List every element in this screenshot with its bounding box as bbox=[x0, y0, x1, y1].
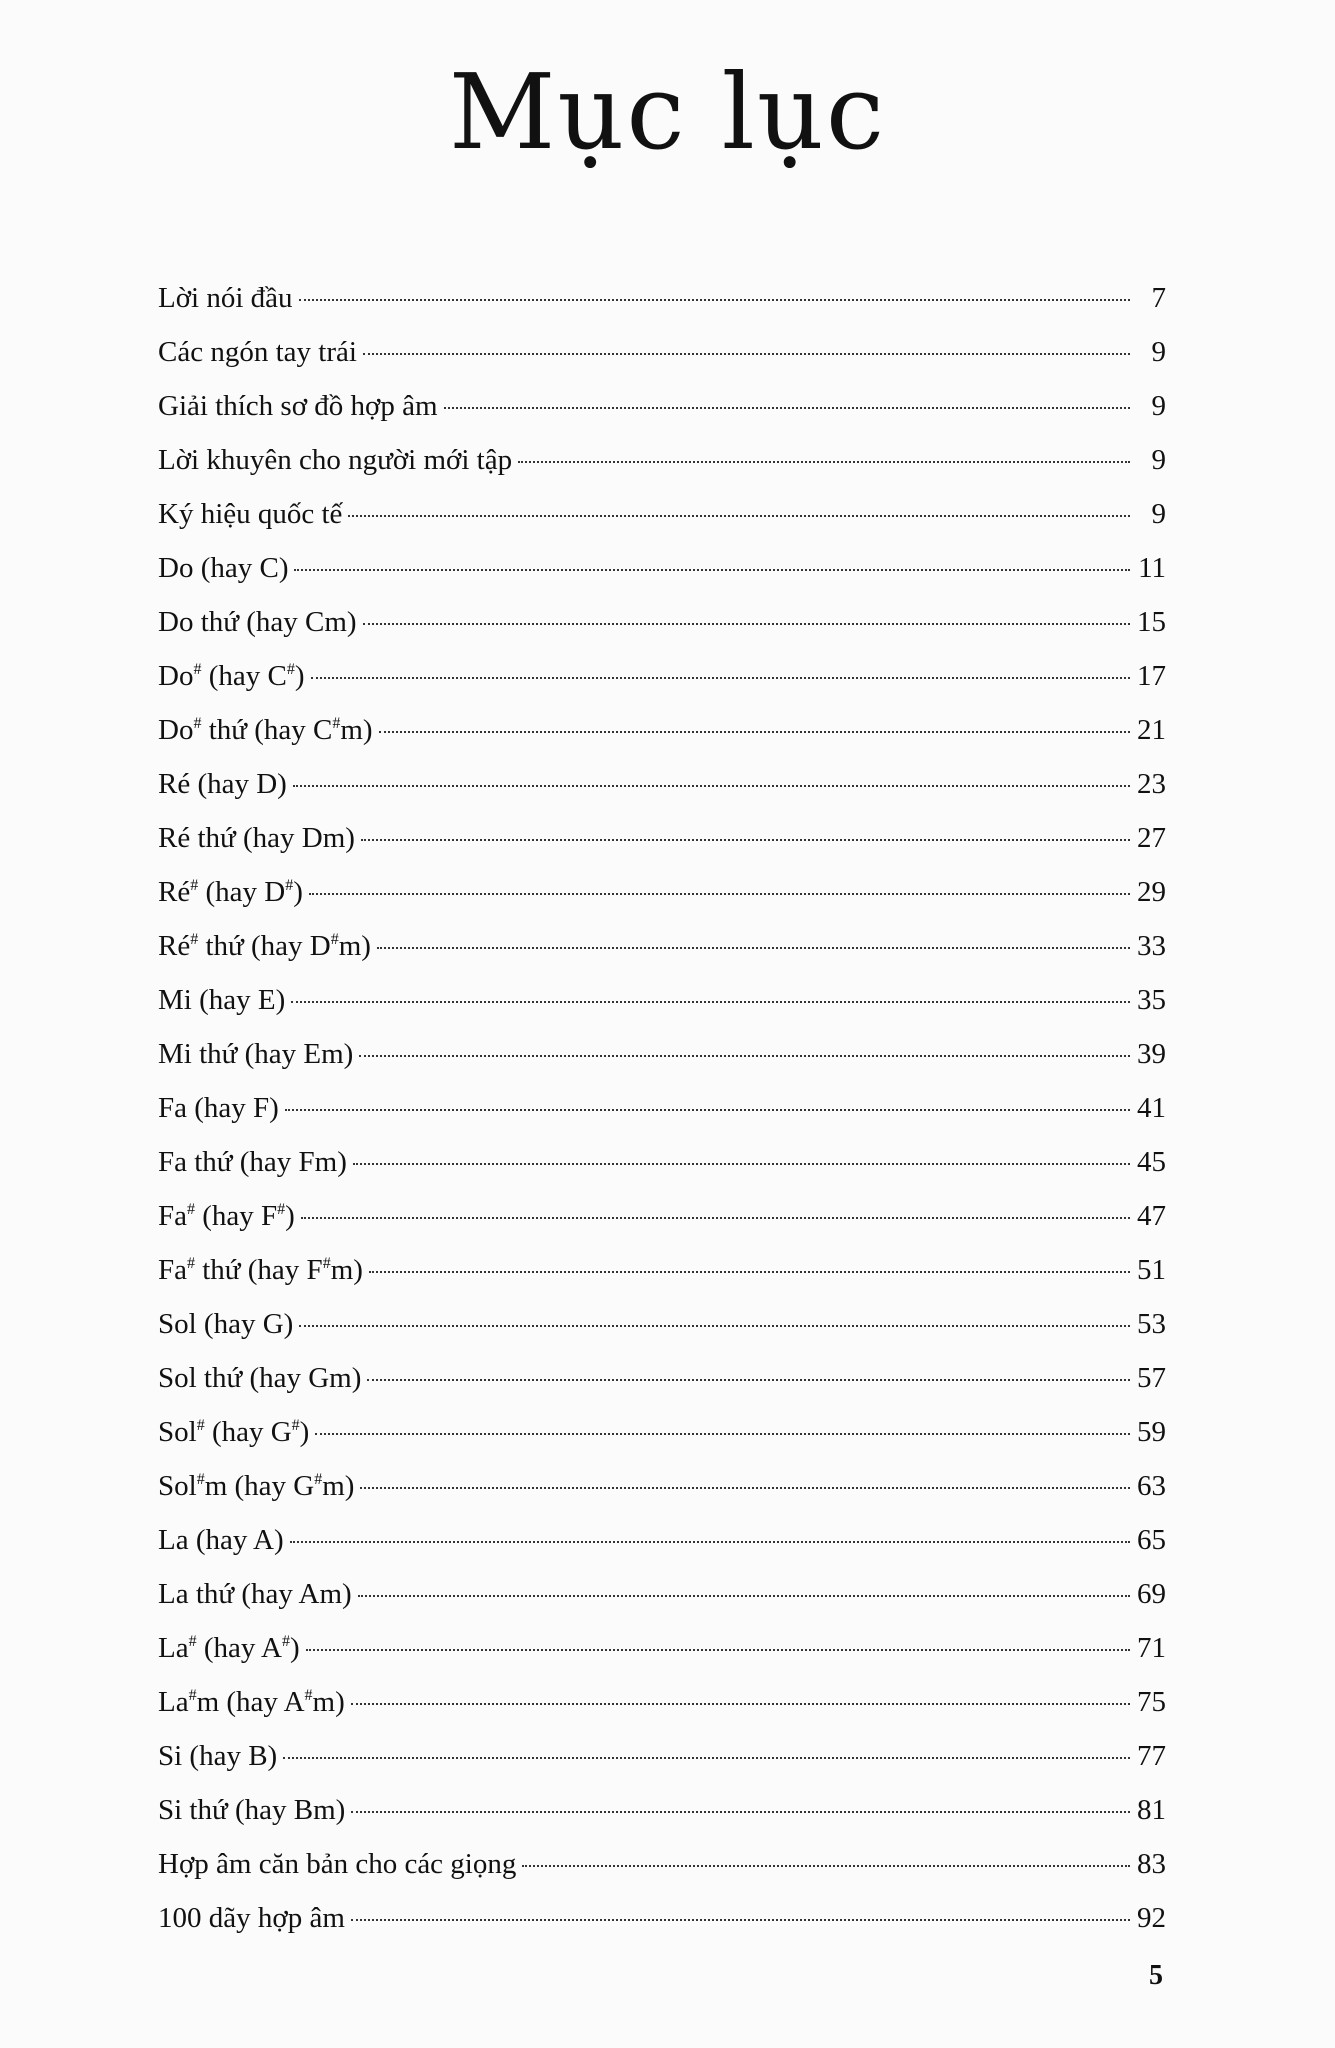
toc-entry bbox=[158, 282, 1166, 336]
toc-entry-page: 35 bbox=[1137, 984, 1166, 1016]
dot-leader bbox=[306, 1649, 1130, 1651]
toc-entry-text: m (hay G bbox=[204, 1470, 315, 1502]
toc-entry bbox=[158, 1470, 1166, 1524]
toc-entry bbox=[158, 444, 1166, 498]
toc-entry bbox=[158, 1308, 1166, 1362]
toc-entry-page: 9 bbox=[1151, 498, 1166, 530]
dot-leader bbox=[522, 1865, 1130, 1867]
toc-entry-title bbox=[158, 444, 514, 477]
toc-entry-title bbox=[158, 390, 440, 423]
toc-entry bbox=[158, 1740, 1166, 1794]
dot-leader bbox=[351, 1919, 1130, 1921]
toc-entry-title bbox=[158, 1848, 518, 1881]
toc-entry-text: Hợp âm căn bản cho các giọng bbox=[158, 1848, 517, 1880]
sharp-superscript: # bbox=[187, 1255, 195, 1272]
toc-entry-text: Do thứ (hay Cm) bbox=[158, 606, 357, 638]
toc-entry-title bbox=[158, 1794, 347, 1827]
toc-entry bbox=[158, 1092, 1166, 1146]
toc-entry-text: La bbox=[158, 1632, 189, 1664]
toc-entry-title bbox=[158, 1740, 279, 1773]
dot-leader bbox=[285, 1109, 1130, 1111]
sharp-superscript: # bbox=[314, 1471, 323, 1488]
toc-entry-text: Sol thứ (hay Gm) bbox=[158, 1362, 362, 1394]
toc-entry-title bbox=[158, 1308, 295, 1341]
toc-entry-page: 57 bbox=[1137, 1362, 1166, 1394]
toc-entry-page: 33 bbox=[1137, 930, 1166, 962]
toc-entry bbox=[158, 552, 1166, 606]
toc-entry-page: 45 bbox=[1137, 1146, 1166, 1178]
toc-entry-page: 9 bbox=[1151, 336, 1166, 368]
toc-entry-page: 53 bbox=[1137, 1308, 1166, 1340]
dot-leader bbox=[518, 461, 1130, 463]
toc-entry-title bbox=[158, 1686, 347, 1719]
toc-entry-text: Ré (hay D) bbox=[158, 768, 287, 800]
dot-leader bbox=[290, 1541, 1130, 1543]
toc-entry bbox=[158, 930, 1166, 984]
toc-entry-title bbox=[158, 1200, 297, 1233]
toc-entry bbox=[158, 1524, 1166, 1578]
toc-entry-title bbox=[158, 1578, 354, 1611]
toc-entry bbox=[158, 1848, 1166, 1902]
dot-leader bbox=[294, 569, 1130, 571]
toc-entry-text: Do (hay C) bbox=[158, 552, 289, 584]
toc-entry-page: 29 bbox=[1137, 876, 1166, 908]
sharp-superscript: # bbox=[193, 661, 202, 678]
toc-entry-text: Lời khuyên cho người mới tập bbox=[158, 444, 513, 476]
toc-entry-text: ) bbox=[285, 1200, 295, 1232]
toc-entry-page: 39 bbox=[1137, 1038, 1166, 1070]
toc-entry bbox=[158, 1416, 1166, 1470]
toc-entry-page: 9 bbox=[1151, 444, 1166, 476]
toc-entry-text: La (hay A) bbox=[158, 1524, 284, 1556]
sharp-superscript: # bbox=[190, 877, 199, 894]
dot-leader bbox=[299, 1325, 1130, 1327]
sharp-superscript: # bbox=[330, 931, 339, 948]
toc-entry bbox=[158, 336, 1166, 390]
toc-entry-text: ) bbox=[289, 1632, 300, 1664]
toc-entry-page: 9 bbox=[1151, 390, 1166, 422]
toc-entry bbox=[158, 876, 1166, 930]
dot-leader bbox=[363, 353, 1130, 355]
toc-entry-text: Do bbox=[158, 714, 194, 746]
toc-entry-page: 59 bbox=[1137, 1416, 1166, 1448]
toc-entry bbox=[158, 1794, 1166, 1848]
dot-leader bbox=[358, 1595, 1130, 1597]
toc-entry-text: thứ (hay C bbox=[201, 714, 333, 746]
toc-entry bbox=[158, 660, 1166, 714]
page-title: Mục lục bbox=[448, 51, 887, 173]
toc-entry-page: 47 bbox=[1137, 1200, 1166, 1232]
toc-entry-text: Ký hiệu quốc tế bbox=[158, 498, 343, 530]
toc-entry-text: thứ (hay F bbox=[195, 1254, 323, 1286]
sharp-superscript: # bbox=[286, 661, 295, 678]
page-number: 5 bbox=[1149, 1960, 1163, 1991]
toc-entry-page: 69 bbox=[1137, 1578, 1166, 1610]
toc-entry-text: Fa bbox=[158, 1200, 187, 1232]
toc-entry-title bbox=[158, 876, 305, 909]
toc-entry-text: Fa thứ (hay Fm) bbox=[158, 1146, 347, 1178]
toc-entry-text: Các ngón tay trái bbox=[158, 336, 357, 368]
toc-entry-page: 83 bbox=[1137, 1848, 1166, 1880]
toc-entry-title bbox=[158, 498, 344, 531]
toc-entry-title bbox=[158, 1416, 311, 1449]
sharp-superscript: # bbox=[281, 1633, 290, 1650]
toc-entry-title bbox=[158, 1254, 365, 1287]
toc-entry bbox=[158, 1578, 1166, 1632]
dot-leader bbox=[309, 893, 1130, 895]
toc-entry-text: ) bbox=[294, 660, 305, 692]
sharp-superscript: # bbox=[196, 1471, 205, 1488]
toc-entry-page: 7 bbox=[1151, 282, 1166, 314]
toc-entry-text: Ré bbox=[158, 930, 191, 962]
toc-entry-title bbox=[158, 714, 375, 747]
toc-entry-title bbox=[158, 1038, 355, 1071]
toc-entry bbox=[158, 1146, 1166, 1200]
dot-leader bbox=[377, 947, 1130, 949]
toc-entry-text: m (hay A bbox=[196, 1686, 305, 1718]
toc-entry-title bbox=[158, 336, 359, 369]
toc-entry-text: Giải thích sơ đồ hợp âm bbox=[158, 390, 438, 422]
toc-entry-text: Fa (hay F) bbox=[158, 1092, 279, 1124]
toc-entry bbox=[158, 1362, 1166, 1416]
toc-entry-page: 15 bbox=[1137, 606, 1166, 638]
toc-entry-title bbox=[158, 822, 357, 855]
sharp-superscript: # bbox=[304, 1687, 313, 1704]
toc-entry-page: 23 bbox=[1137, 768, 1166, 800]
sharp-superscript: # bbox=[193, 715, 202, 732]
toc-entry-text: ) bbox=[299, 1416, 310, 1448]
dot-leader bbox=[367, 1379, 1130, 1381]
toc-entry-text: Sol (hay G) bbox=[158, 1308, 294, 1340]
toc-entry-page: 41 bbox=[1137, 1092, 1166, 1124]
toc-entry-page: 92 bbox=[1137, 1902, 1166, 1934]
toc-entry-title bbox=[158, 282, 295, 315]
toc-entry-title bbox=[158, 1470, 356, 1503]
sharp-superscript: # bbox=[332, 715, 341, 732]
toc-entry-text: La thứ (hay Am) bbox=[158, 1578, 352, 1610]
toc-entry-page: 65 bbox=[1137, 1524, 1166, 1556]
dot-leader bbox=[311, 677, 1131, 679]
toc-entry-text: Si (hay B) bbox=[158, 1740, 278, 1772]
toc-entry-text: Ré thứ (hay Dm) bbox=[158, 822, 355, 854]
toc-entry-title bbox=[158, 1362, 363, 1395]
toc-entry-text: m) bbox=[340, 714, 373, 746]
toc-entry-text: m) bbox=[338, 930, 371, 962]
toc-entry-page: 27 bbox=[1137, 822, 1166, 854]
toc-entry-title bbox=[158, 1632, 302, 1665]
toc-entry-text: (hay F bbox=[195, 1200, 278, 1232]
toc-entry-title bbox=[158, 768, 289, 801]
toc-entry bbox=[158, 1686, 1166, 1740]
toc-entry-title bbox=[158, 984, 287, 1017]
toc-entry-text: (hay D bbox=[198, 876, 286, 908]
toc-entry bbox=[158, 822, 1166, 876]
toc-entry-title bbox=[158, 1092, 281, 1125]
sharp-superscript: # bbox=[188, 1633, 197, 1650]
toc-entry bbox=[158, 768, 1166, 822]
toc-entry-title bbox=[158, 660, 307, 693]
dot-leader bbox=[361, 839, 1130, 841]
toc-entry-text: (hay A bbox=[196, 1632, 282, 1664]
toc-entry bbox=[158, 1200, 1166, 1254]
toc-entry bbox=[158, 984, 1166, 1038]
dot-leader bbox=[379, 731, 1130, 733]
dot-leader bbox=[351, 1703, 1130, 1705]
toc-entry-text: m) bbox=[322, 1470, 355, 1502]
table-of-contents bbox=[158, 282, 1166, 1956]
toc-entry bbox=[158, 1038, 1166, 1092]
sharp-superscript: # bbox=[277, 1201, 286, 1218]
dot-leader bbox=[353, 1163, 1130, 1165]
toc-entry-page: 17 bbox=[1137, 660, 1166, 692]
toc-entry-text: Ré bbox=[158, 876, 191, 908]
toc-entry-title bbox=[158, 1146, 349, 1179]
toc-entry-page: 63 bbox=[1137, 1470, 1166, 1502]
toc-entry-text: ) bbox=[293, 876, 303, 908]
toc-entry-text: m) bbox=[330, 1254, 363, 1286]
toc-entry-text: Fa bbox=[158, 1254, 187, 1286]
toc-entry bbox=[158, 714, 1166, 768]
toc-entry-page: 75 bbox=[1137, 1686, 1166, 1718]
toc-entry-text: (hay C bbox=[201, 660, 287, 692]
toc-entry bbox=[158, 390, 1166, 444]
toc-entry-page: 11 bbox=[1138, 552, 1166, 584]
toc-entry bbox=[158, 1254, 1166, 1308]
toc-entry-page: 81 bbox=[1137, 1794, 1166, 1826]
sharp-superscript: # bbox=[322, 1255, 331, 1272]
toc-entry-title bbox=[158, 1524, 286, 1557]
dot-leader bbox=[359, 1055, 1130, 1057]
sharp-superscript: # bbox=[190, 931, 199, 948]
dot-leader bbox=[315, 1433, 1130, 1435]
toc-entry-text: m) bbox=[312, 1686, 345, 1718]
toc-entry-text: Sol bbox=[158, 1470, 197, 1502]
toc-entry-page: 77 bbox=[1137, 1740, 1166, 1772]
dot-leader bbox=[360, 1487, 1130, 1489]
toc-entry-text: 100 dãy hợp âm bbox=[158, 1902, 345, 1934]
toc-entry-title bbox=[158, 1902, 347, 1935]
toc-entry bbox=[158, 1632, 1166, 1686]
toc-entry-title bbox=[158, 606, 359, 639]
toc-entry-text: La bbox=[158, 1686, 189, 1718]
sharp-superscript: # bbox=[291, 1417, 300, 1434]
dot-leader bbox=[351, 1811, 1130, 1813]
dot-leader bbox=[348, 515, 1130, 517]
dot-leader bbox=[369, 1271, 1130, 1273]
toc-entry-text: (hay G bbox=[204, 1416, 292, 1448]
toc-entry-text: Lời nói đầu bbox=[158, 282, 293, 314]
dot-leader bbox=[444, 407, 1130, 409]
sharp-superscript: # bbox=[188, 1687, 197, 1704]
toc-entry-page: 71 bbox=[1137, 1632, 1166, 1664]
dot-leader bbox=[363, 623, 1130, 625]
toc-entry-title bbox=[158, 930, 373, 963]
sharp-superscript: # bbox=[196, 1417, 205, 1434]
toc-entry-title bbox=[158, 552, 290, 585]
sharp-superscript: # bbox=[187, 1201, 195, 1218]
toc-entry-text: Do bbox=[158, 660, 194, 692]
dot-leader bbox=[283, 1757, 1130, 1759]
toc-entry bbox=[158, 606, 1166, 660]
toc-entry-text: Mi thứ (hay Em) bbox=[158, 1038, 354, 1070]
toc-entry-text: Mi (hay E) bbox=[158, 984, 286, 1016]
dot-leader bbox=[301, 1217, 1130, 1219]
toc-entry-page: 51 bbox=[1137, 1254, 1166, 1286]
toc-entry-text: Si thứ (hay Bm) bbox=[158, 1794, 346, 1826]
toc-entry-text: thứ (hay D bbox=[198, 930, 331, 962]
toc-entry bbox=[158, 498, 1166, 552]
toc-entry-page: 21 bbox=[1137, 714, 1166, 746]
dot-leader bbox=[299, 299, 1130, 301]
toc-entry-text: Sol bbox=[158, 1416, 197, 1448]
dot-leader bbox=[293, 785, 1130, 787]
sharp-superscript: # bbox=[285, 877, 294, 894]
dot-leader bbox=[291, 1001, 1130, 1003]
toc-entry bbox=[158, 1902, 1166, 1956]
